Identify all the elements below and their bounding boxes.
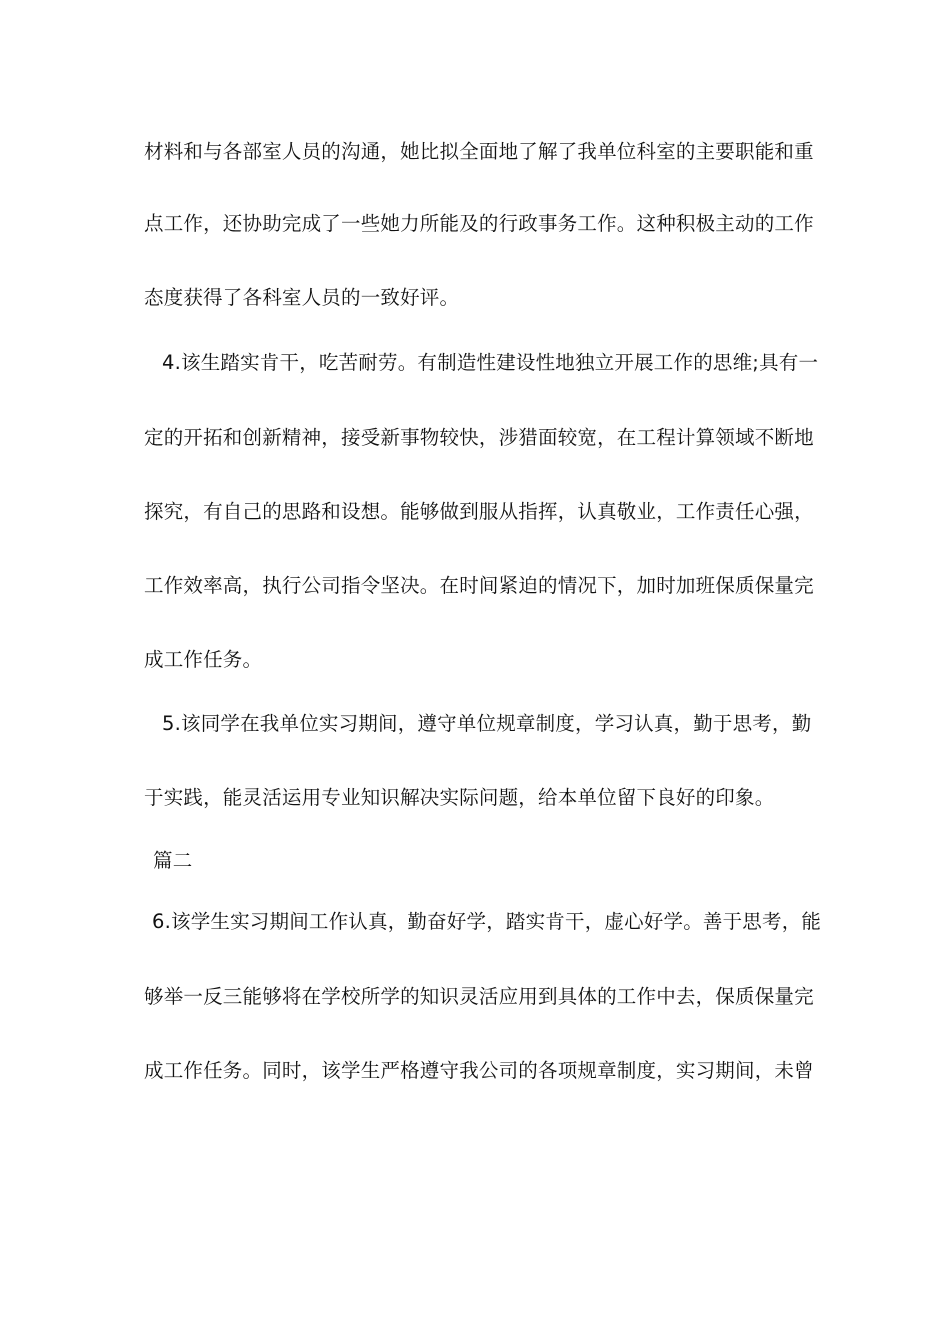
paragraph-line: 5.该同学在我单位实习期间，遵守单位规章制度，学习认真，勤于思考，勤 xyxy=(162,712,812,735)
paragraph-line: 成工作任务。同时，该学生严格遵守我公司的各项规章制度，实习期间，未曾 xyxy=(144,1059,814,1082)
paragraph-line: 够举一反三能够将在学校所学的知识灵活应用到具体的工作中去，保质保量完 xyxy=(144,985,814,1008)
paragraph-line: 点工作，还协助完成了一些她力所能及的行政事务工作。这种积极主动的工作 xyxy=(144,212,814,235)
paragraph-line: 4.该生踏实肯干，吃苦耐劳。有制造性建设性地独立开展工作的思维;具有一 xyxy=(162,351,819,374)
paragraph-line: 材料和与各部室人员的沟通，她比拟全面地了解了我单位科室的主要职能和重 xyxy=(144,140,814,163)
paragraph-line: 探究，有自己的思路和设想。能够做到服从指挥，认真敬业，工作责任心强， xyxy=(144,500,814,523)
paragraph-line: 定的开拓和创新精神，接受新事物较快，涉猎面较宽，在工程计算领域不断地 xyxy=(144,426,814,449)
paragraph-line: 态度获得了各科室人员的一致好评。 xyxy=(144,286,460,309)
paragraph-line: 6.该学生实习期间工作认真，勤奋好学，踏实肯干，虚心好学。善于思考，能 xyxy=(152,910,822,933)
section-heading: 篇二 xyxy=(153,849,193,872)
paragraph-line: 成工作任务。 xyxy=(144,648,263,671)
paragraph-line: 工作效率高，执行公司指令坚决。在时间紧迫的情况下，加时加班保质保量完 xyxy=(144,574,814,597)
paragraph-line: 于实践，能灵活运用专业知识解决实际问题，给本单位留下良好的印象。 xyxy=(144,786,775,809)
